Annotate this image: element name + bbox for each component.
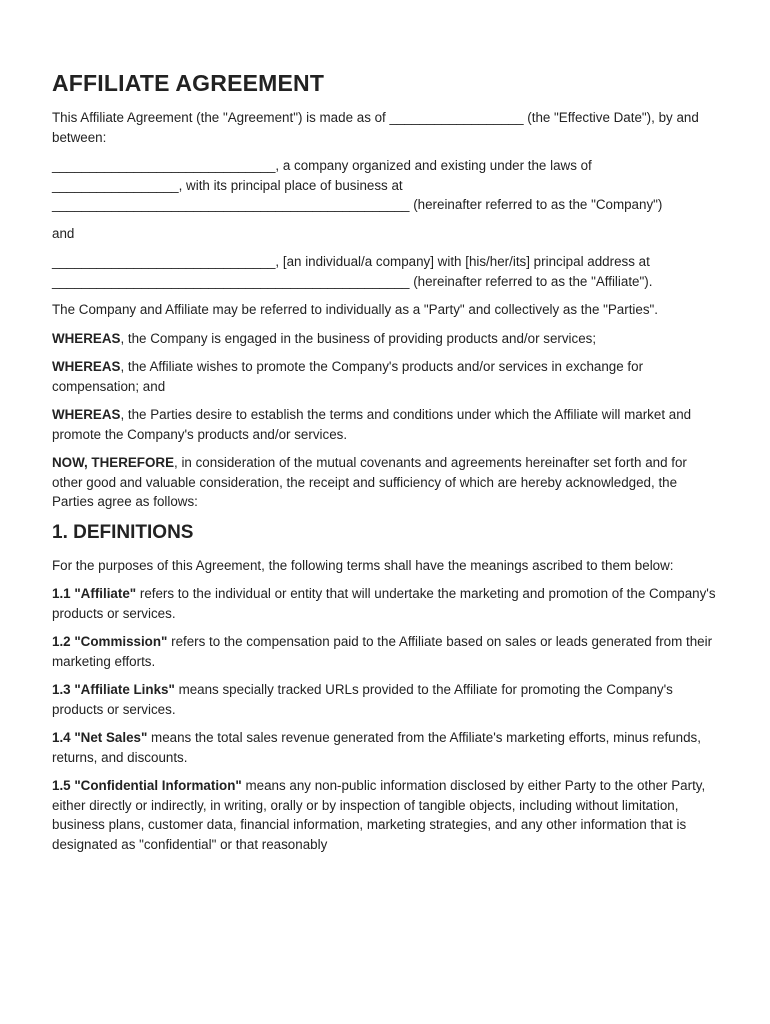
document-page [52,70,720,863]
definition-text: means any non-public information disclosed by either Party to the other Party, either directly or indirectly, in writing, orally or by inspection of tangible objects, including without limitation, business plans, customer data, financial information, marketing strategies, and any other information that is designated as "confidential" or that reasonably [52,778,706,852]
definitions-intro: For the purposes of this Agreement, the following terms shall have the meanings ascribed to them below: [52,557,674,573]
affiliate-paragraph: ______________________________, [an individual/a company] with [his/her/its] principal address at ________________________________________________ (hereinafter referred to as the "Affiliate"). [52,254,653,289]
whereas-lead: WHEREAS [52,330,121,346]
definition-text: refers to the compensation paid to the Affiliate based on sales or leads generated from their marketing efforts. [52,634,713,669]
parties-paragraph: The Company and Affiliate may be referred to individually as a "Party" and collectively as the "Parties". [52,302,659,317]
definition-text: means specially tracked URLs provided to the Affiliate for promoting the Company's products or services. [52,682,673,717]
whereas-text: , the Parties desire to establish the terms and conditions under which the Affiliate will market and promote the Company's products and/or services. [52,407,692,442]
definition-item [52,632,720,671]
whereas-lead: WHEREAS [52,359,121,374]
now-therefore-lead: NOW, THEREFORE [52,455,175,470]
definition-term: 1.3 "Affiliate Links" [52,682,175,697]
whereas-clause [52,405,720,444]
definition-item [52,728,720,767]
definition-term: 1.4 "Net Sales" [52,730,148,745]
definition-text: means the total sales revenue generated from the Affiliate's marketing efforts, minus refunds, returns, and discounts. [52,730,701,765]
whereas-text: , the Affiliate wishes to promote the Company's products and/or services in exchange for compensation; and [52,359,644,394]
definition-term: 1.2 "Commission" [52,634,168,649]
definition-term: 1.5 "Confidential Information" [52,778,242,793]
definition-item [52,584,720,623]
definition-item [52,680,720,719]
whereas-lead: WHEREAS [52,407,121,422]
now-therefore-text: , in consideration of the mutual covenants and agreements hereinafter set forth and for other good and valuable consideration, the receipt and sufficiency of which are hereby acknowledged, the Parties agree as follows: [52,455,687,509]
definition-term: 1.1 "Affiliate" [52,586,137,601]
whereas-text: , the Company is engaged in the business of providing products and/or services; [120,330,597,346]
definition-text: refers to the individual or entity that will undertake the marketing and promotion of the Company's products or services. [52,586,716,621]
now-therefore-clause [52,453,720,512]
intro-paragraph: This Affiliate Agreement (the "Agreement") is made as of __________________ (the "Effective Date"), by and between: [52,110,699,145]
definition-item [52,776,720,854]
document-title: AFFILIATE AGREEMENT [52,70,325,96]
and-text: and [52,225,75,241]
section-heading-definitions: 1. DEFINITIONS [52,521,194,543]
whereas-clause [52,357,720,396]
whereas-clause [52,329,720,349]
company-paragraph: ______________________________, a company organized and existing under the laws of _________________, with its principal place of business at ________________________________________________ (hereinafter referred to as the "Company") [52,158,663,212]
